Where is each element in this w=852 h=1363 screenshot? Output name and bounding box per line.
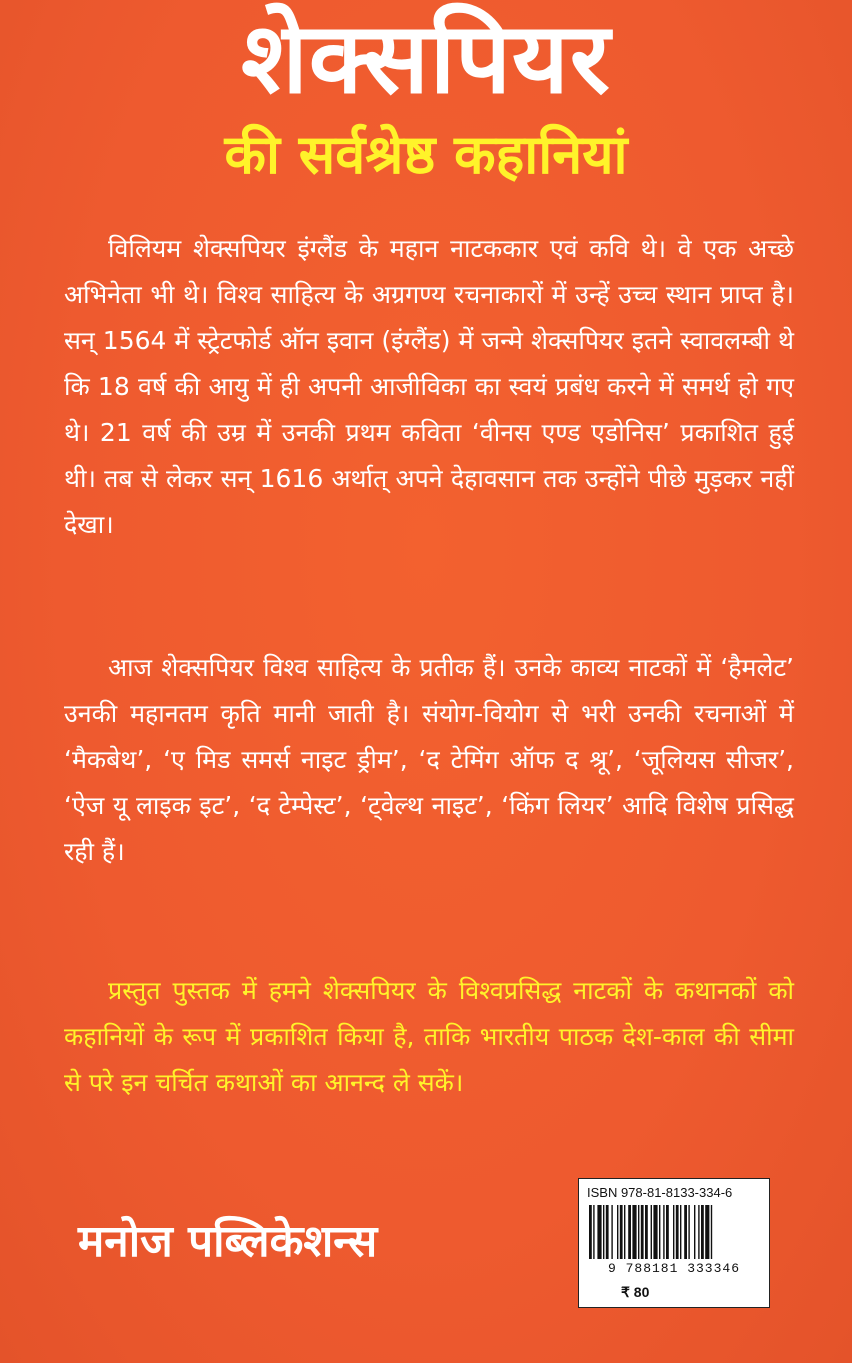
barcode-digits: 9 788181 333346 — [607, 1261, 741, 1276]
isbn-barcode-block — [578, 1178, 770, 1308]
book-title: शेक्सपियर — [241, 2, 611, 116]
isbn-number: ISBN 978-81-8133-334-6 — [587, 1185, 733, 1200]
blurb-paragraph-1: विलियम शेक्सपियर इंग्लैंड के महान नाटककार एवं कवि थे। वे एक अच्छे अभिनेता भी थे। विश्व साहित्य के अग्रगण्य रचनाकारों में उन्हें उच्च स्थान प्राप्त है। सन् 1564 में स्ट्रेटफोर्ड ऑन इवान (इंग्लैंड) में जन्मे शेक्सपियर इतने स्वावलम्बी थे कि 18 वर्ष की आयु में ही अपनी आजीविका का स्वयं प्रबंध करने में समर्थ हो गए थे। 21 वर्ष की उम्र में उनकी प्रथम कविता ‘वीनस एण्ड एडोनिस’ प्रकाशित हुई थी। तब से लेकर सन् 1616 अर्थात् अपने देहावसान तक उन्होंने पीछे मुड़कर नहीं देखा। — [64, 234, 794, 539]
blurb-paragraph-3: प्रस्तुत पुस्तक में हमने शेक्सपियर के विश्वप्रसिद्ध नाटकों के कथानकों को कहानियों के रूप में प्रकाशित किया है, ताकि भारतीय पाठक देश-काल की सीमा से परे इन चर्चित कथाओं का आनन्द ले सकें। — [64, 976, 794, 1097]
publisher-name: मनोज पब्लिकेशन्स — [78, 1216, 378, 1267]
price-label: ₹ 80 — [621, 1284, 650, 1300]
book-subtitle: की सर्वश्रेष्ठ कहानियां — [224, 123, 628, 186]
barcode-icon — [587, 1205, 761, 1261]
blurb-paragraph-2: आज शेक्सपियर विश्व साहित्य के प्रतीक हैं। उनके काव्य नाटकों में ‘हैमलेट’ उनकी महानतम कृति मानी जाती है। संयोग-वियोग से भरी उनकी रचनाओं में ‘मैकबेथ’, ‘ए मिड समर्स नाइट ड्रीम’, ‘द टेमिंग ऑफ द श्रू’, ‘जूलियस सीजर’, ‘ऐज यू लाइक इट’, ‘द टेम्पेस्ट’, ‘ट्वेल्थ नाइट’, ‘किंग लियर’ आदि विशेष प्रसिद्ध रही हैं। — [64, 653, 794, 866]
